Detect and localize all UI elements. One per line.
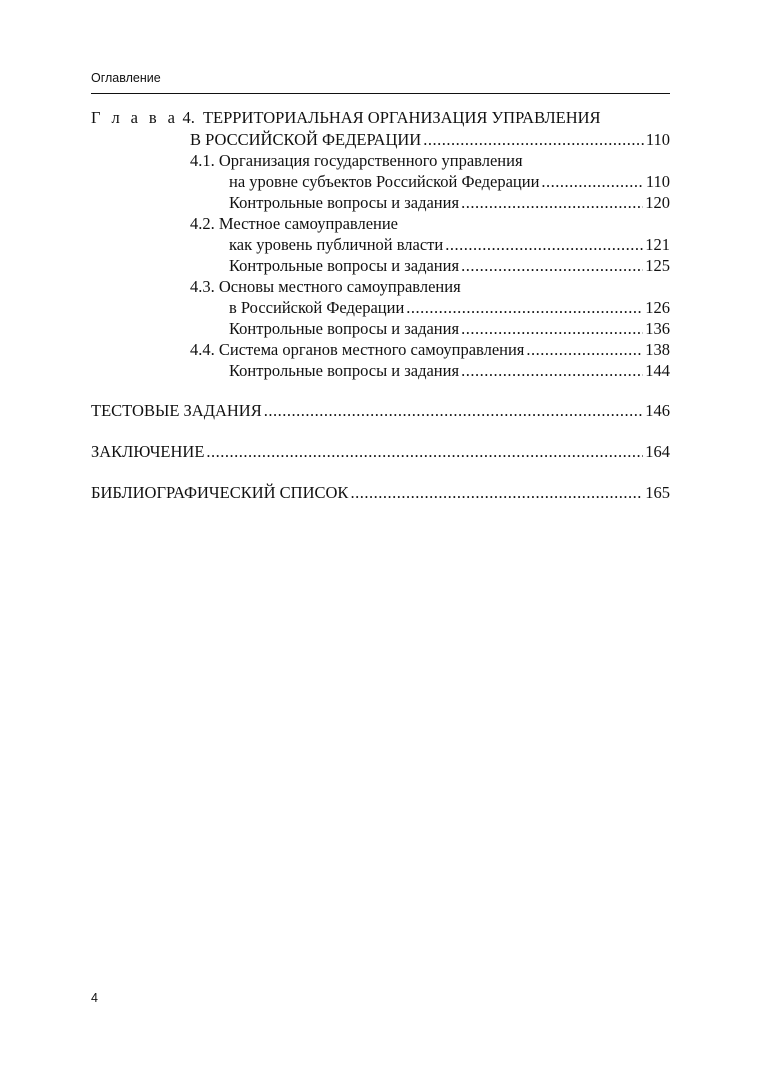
chapter-title-line1: ТЕРРИТОРИАЛЬНАЯ ОРГАНИЗАЦИЯ УПРАВЛЕНИЯ: [202, 108, 601, 127]
section-title-line2: как уровень публичной власти: [229, 235, 444, 254]
dot-leader: [526, 339, 643, 361]
toc-bibliography-entry[interactable]: [91, 482, 670, 504]
dot-leader: [423, 129, 644, 151]
chapter-number: 4.: [182, 108, 195, 127]
questions-label: Контрольные вопросы и задания: [229, 319, 460, 338]
dot-leader: [461, 192, 643, 214]
section-title-line1: 4.2. Местное самоуправление: [190, 214, 399, 233]
dot-leader: [461, 360, 643, 382]
header-rule: [91, 93, 670, 94]
page-ref: 126: [645, 298, 670, 317]
conclusion-label: ЗАКЛЮЧЕНИЕ: [91, 442, 205, 461]
running-header: Оглавление: [91, 71, 161, 85]
page-ref: 138: [645, 340, 670, 359]
page-number: 4: [91, 991, 98, 1005]
toc-section-4-4-questions[interactable]: [229, 360, 670, 382]
page-ref: 120: [645, 193, 670, 212]
toc-section-4-1-questions[interactable]: [229, 192, 670, 214]
dot-leader: [461, 318, 643, 340]
dot-leader: [206, 441, 643, 463]
toc-section-4-4-entry[interactable]: [190, 339, 670, 361]
page-ref: 144: [645, 361, 670, 380]
section-title-line1: 4.4. Система органов местного самоуправления: [190, 340, 525, 359]
dot-leader: [350, 482, 643, 504]
page-ref: 146: [645, 401, 670, 420]
page-ref: 110: [645, 130, 670, 149]
toc-section-4-1-title[interactable]: [190, 150, 670, 172]
toc-tests-entry[interactable]: [91, 400, 670, 422]
section-title-line2: на уровне субъектов Российской Федерации: [229, 172, 540, 191]
toc-chapter-4-title[interactable]: [91, 107, 670, 129]
dot-leader: [406, 297, 643, 319]
dot-leader: [264, 400, 644, 422]
toc-section-4-3-title[interactable]: [190, 276, 670, 298]
chapter-title-line2: В РОССИЙСКОЙ ФЕДЕРАЦИИ: [190, 130, 422, 149]
bibliography-label: БИБЛИОГРАФИЧЕСКИЙ СПИСОК: [91, 483, 349, 502]
dot-leader: [461, 255, 643, 277]
questions-label: Контрольные вопросы и задания: [229, 361, 460, 380]
page-ref: 164: [645, 442, 670, 461]
section-title-line1: 4.3. Основы местного самоуправления: [190, 277, 461, 296]
toc-chapter-4-entry[interactable]: [190, 129, 670, 151]
toc-section-4-3-questions[interactable]: [229, 318, 670, 340]
toc-section-4-2-questions[interactable]: [229, 255, 670, 277]
toc-conclusion-entry[interactable]: [91, 441, 670, 463]
page-ref: 165: [645, 483, 670, 502]
tests-label: ТЕСТОВЫЕ ЗАДАНИЯ: [91, 401, 262, 420]
page-ref: 125: [645, 256, 670, 275]
page-ref: 136: [645, 319, 670, 338]
questions-label: Контрольные вопросы и задания: [229, 193, 460, 212]
dot-leader: [445, 234, 643, 256]
questions-label: Контрольные вопросы и задания: [229, 256, 460, 275]
dot-leader: [541, 171, 643, 193]
page-ref: 110: [645, 172, 670, 191]
toc-section-4-2-entry[interactable]: [229, 234, 670, 256]
toc-section-4-3-entry[interactable]: [229, 297, 670, 319]
section-title-line2: в Российской Федерации: [229, 298, 405, 317]
section-title-line1: 4.1. Организация государственного управления: [190, 151, 523, 170]
chapter-prefix: Г л а в а: [91, 108, 179, 127]
toc-section-4-2-title[interactable]: [190, 213, 670, 235]
toc-section-4-1-entry[interactable]: [229, 171, 670, 193]
page-ref: 121: [645, 235, 670, 254]
